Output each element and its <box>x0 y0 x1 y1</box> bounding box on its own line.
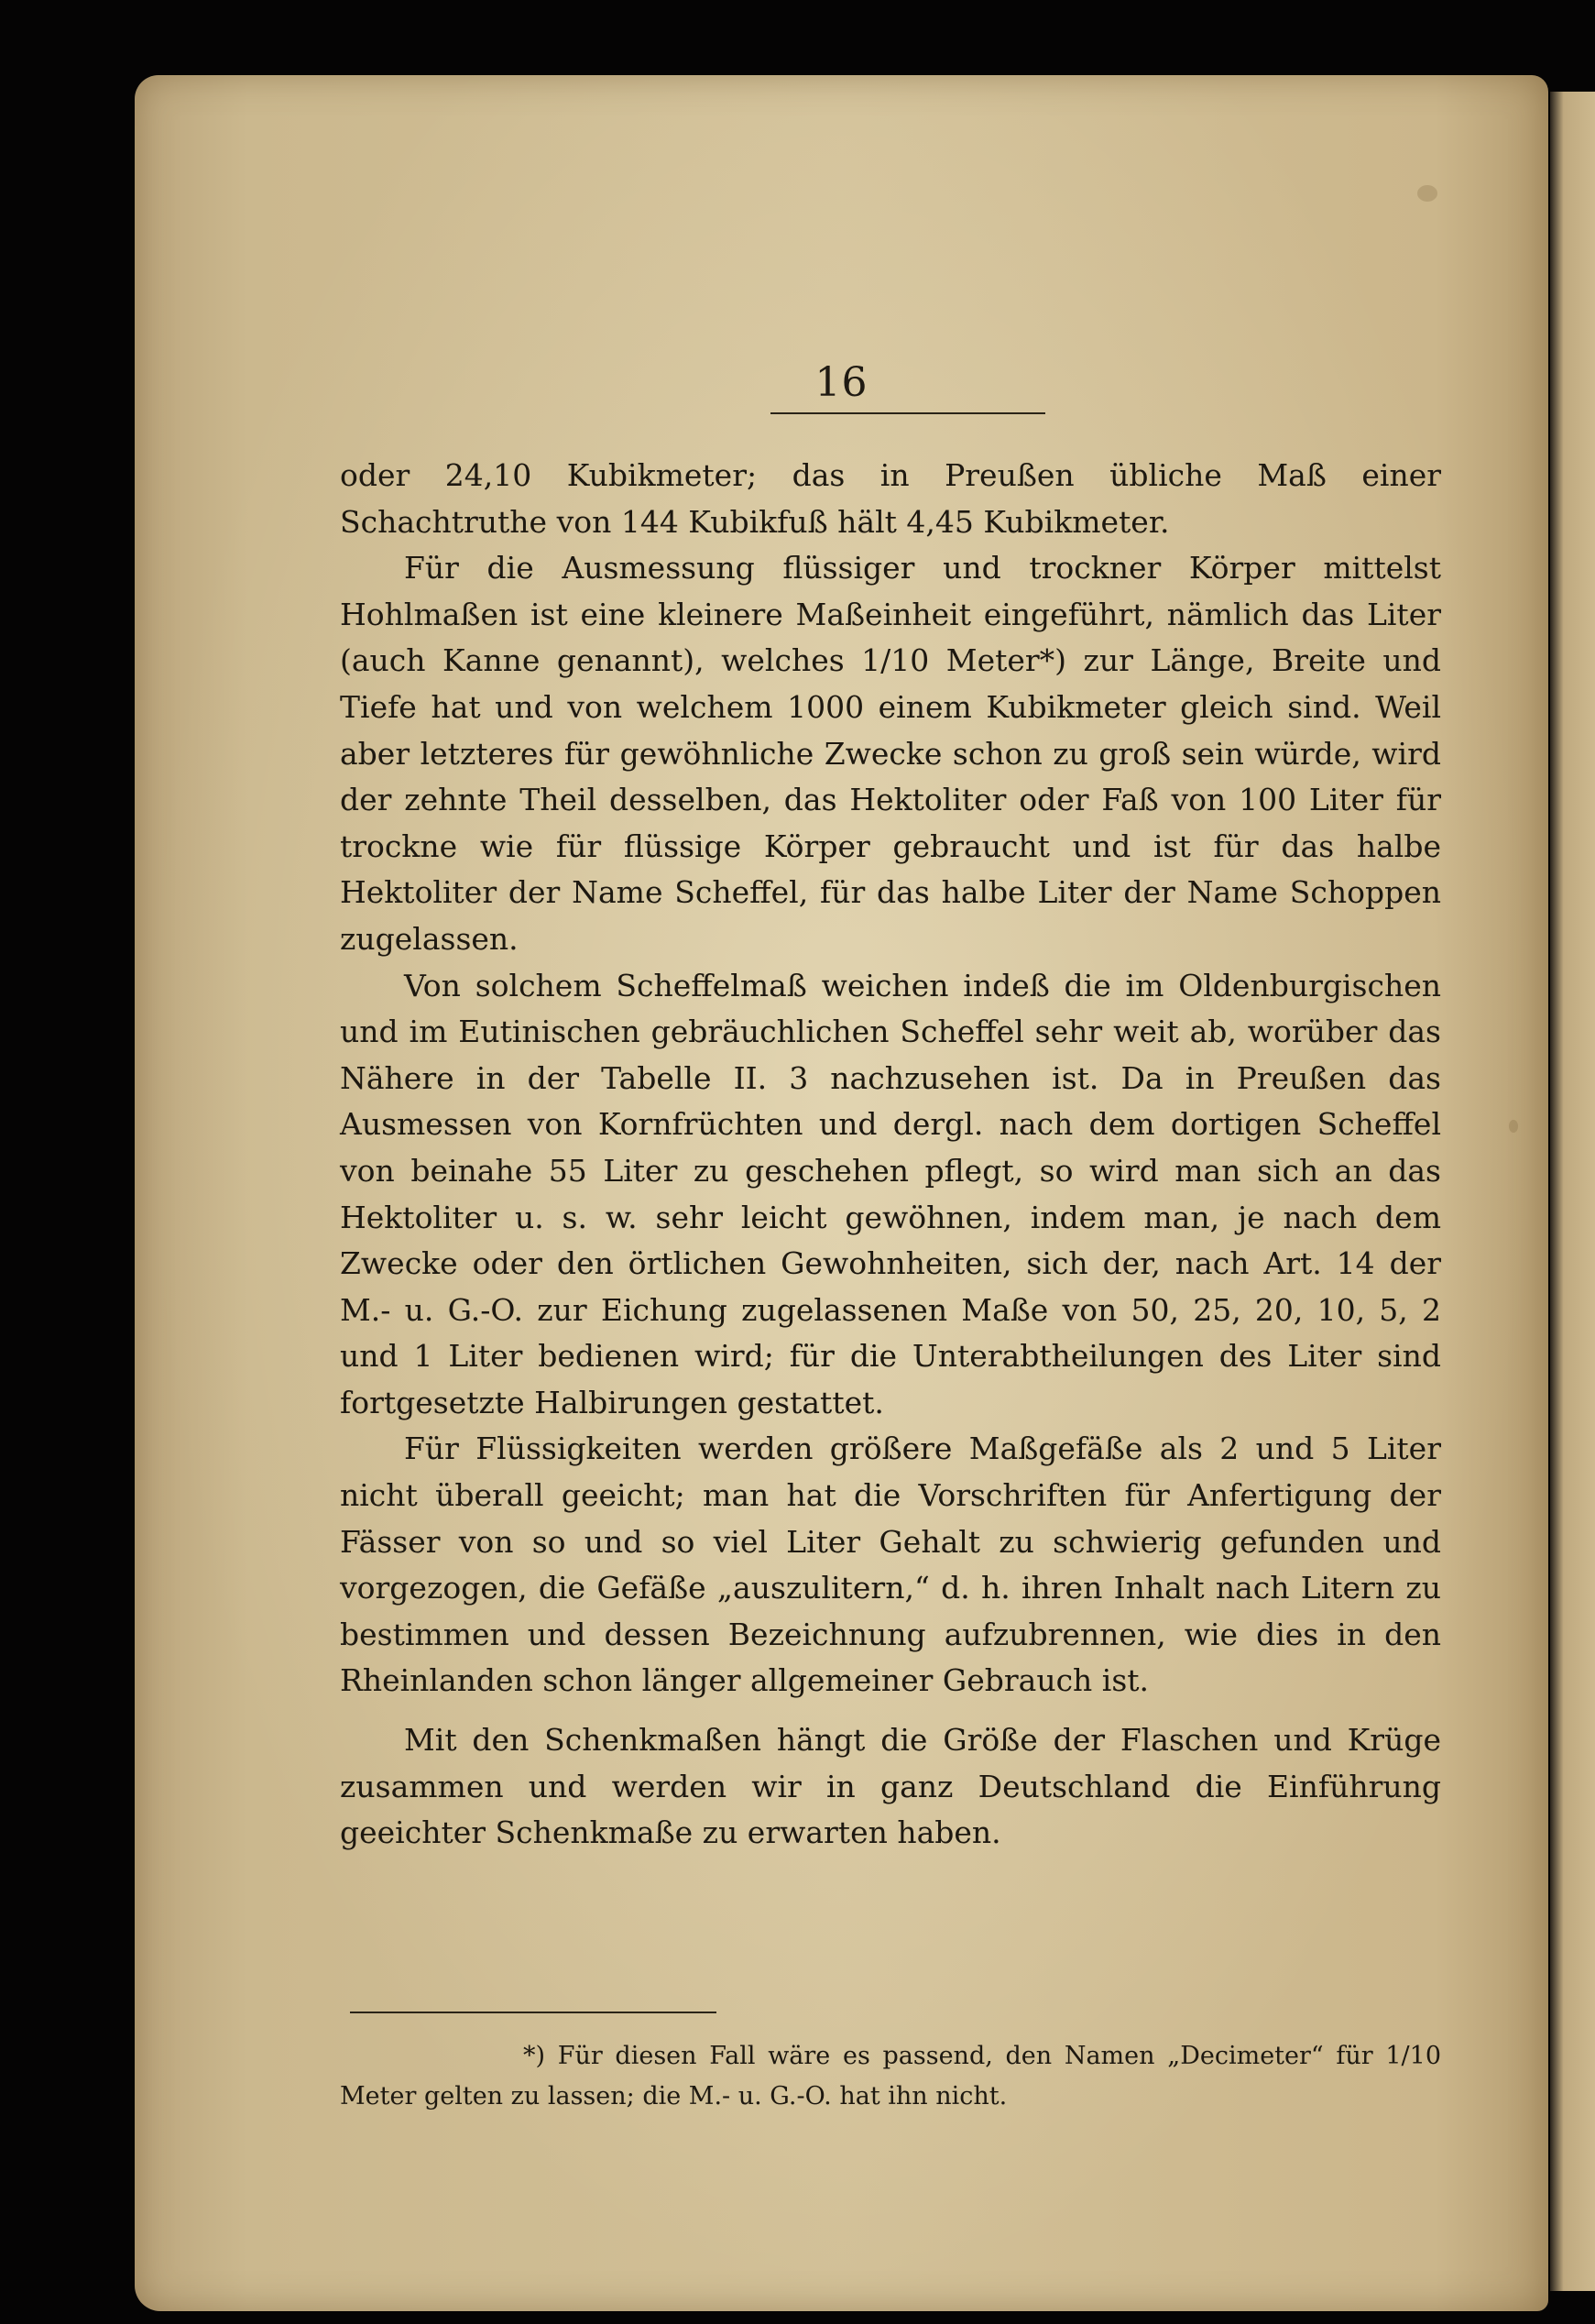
page-number-rule <box>770 412 1045 414</box>
footnote-text: *) Für diesen Fall wäre es passend, den Namen „Decimeter“ für 1/10 Meter gelten zu lassen; die M.- u. G.-O. hat ihn nicht. <box>340 2042 1441 2110</box>
book-page <box>135 75 1548 2311</box>
footnote-rule <box>350 2012 716 2013</box>
page-number: 16 <box>814 359 869 406</box>
paragraph: Für Flüssigkeiten werden größere Maßgefäße als 2 und 5 Liter nicht überall geeicht; man hat die Vorschriften für Anfertigung der Fässer von so und so viel Liter Gehalt zu schwierig gefunden und vorgezogen, die Gefäße „auszulitern,“ d. h. ihren Inhalt nach Litern zu bestimmen und dessen Bezeichnung aufzubrennen, wie dies in den Rheinlanden schon länger allgemeiner Gebrauch ist. <box>340 1431 1441 1699</box>
paragraph: oder 24,10 Kubikmeter; das in Preußen übliche Maß einer Schachtruthe von 144 Kubikfuß hält 4,45 Kubikmeter. <box>340 457 1441 540</box>
paragraph: Von solchem Scheffelmaß weichen indeß die im Oldenburgischen und im Eutinischen gebräuchlichen Scheffel sehr weit ab, worüber das Nähere in der Tabelle II. 3 nachzusehen ist. Da in Preußen das Ausmessen von Kornfrüchten und dergl. nach dem dortigen Scheffel von beinahe 55 Liter zu geschehen pflegt, so wird man sich an das Hektoliter u. s. w. sehr leicht gewöhnen, indem man, je nach dem Zwecke oder den örtlichen Gewohnheiten, sich der, nach Art. 14 der M.- u. G.-O. zur Eichung zugelassenen Maße von 50, 25, 20, 10, 5, 2 und 1 Liter bedienen wird; für die Unterabtheilungen des Liter sind fortgesetzte Halbirungen gestattet. <box>340 967 1441 1420</box>
body-text <box>340 453 1441 1857</box>
footnote <box>340 2036 1441 2117</box>
paragraph: Mit den Schenkmaßen hängt die Größe der Flaschen und Krüge zusammen und werden wir in ganz Deutschland die Einführung geeichter Schenkmaße zu erwarten haben. <box>340 1722 1441 1851</box>
paper-stain <box>1509 1120 1518 1133</box>
paragraph: Für die Ausmessung flüssiger und trockner Körper mittelst Hohlmaßen ist eine kleinere Maßeinheit eingeführt, nämlich das Liter (auch Kanne genannt), welches 1/10 Meter*) zur Länge, Breite und Tiefe hat und von welchem 1000 einem Kubikmeter gleich sind. Weil aber letzteres für gewöhnliche Zwecke schon zu groß sein würde, wird der zehnte Theil desselben, das Hektoliter oder Faß von 100 Liter für trockne wie für flüssige Körper gebraucht und ist für das halbe Hektoliter der Name Scheffel, für das halbe Liter der Name Schoppen zugelassen. <box>340 550 1441 957</box>
paper-stain <box>1417 185 1437 202</box>
adjacent-page-edge <box>1550 92 1595 2291</box>
